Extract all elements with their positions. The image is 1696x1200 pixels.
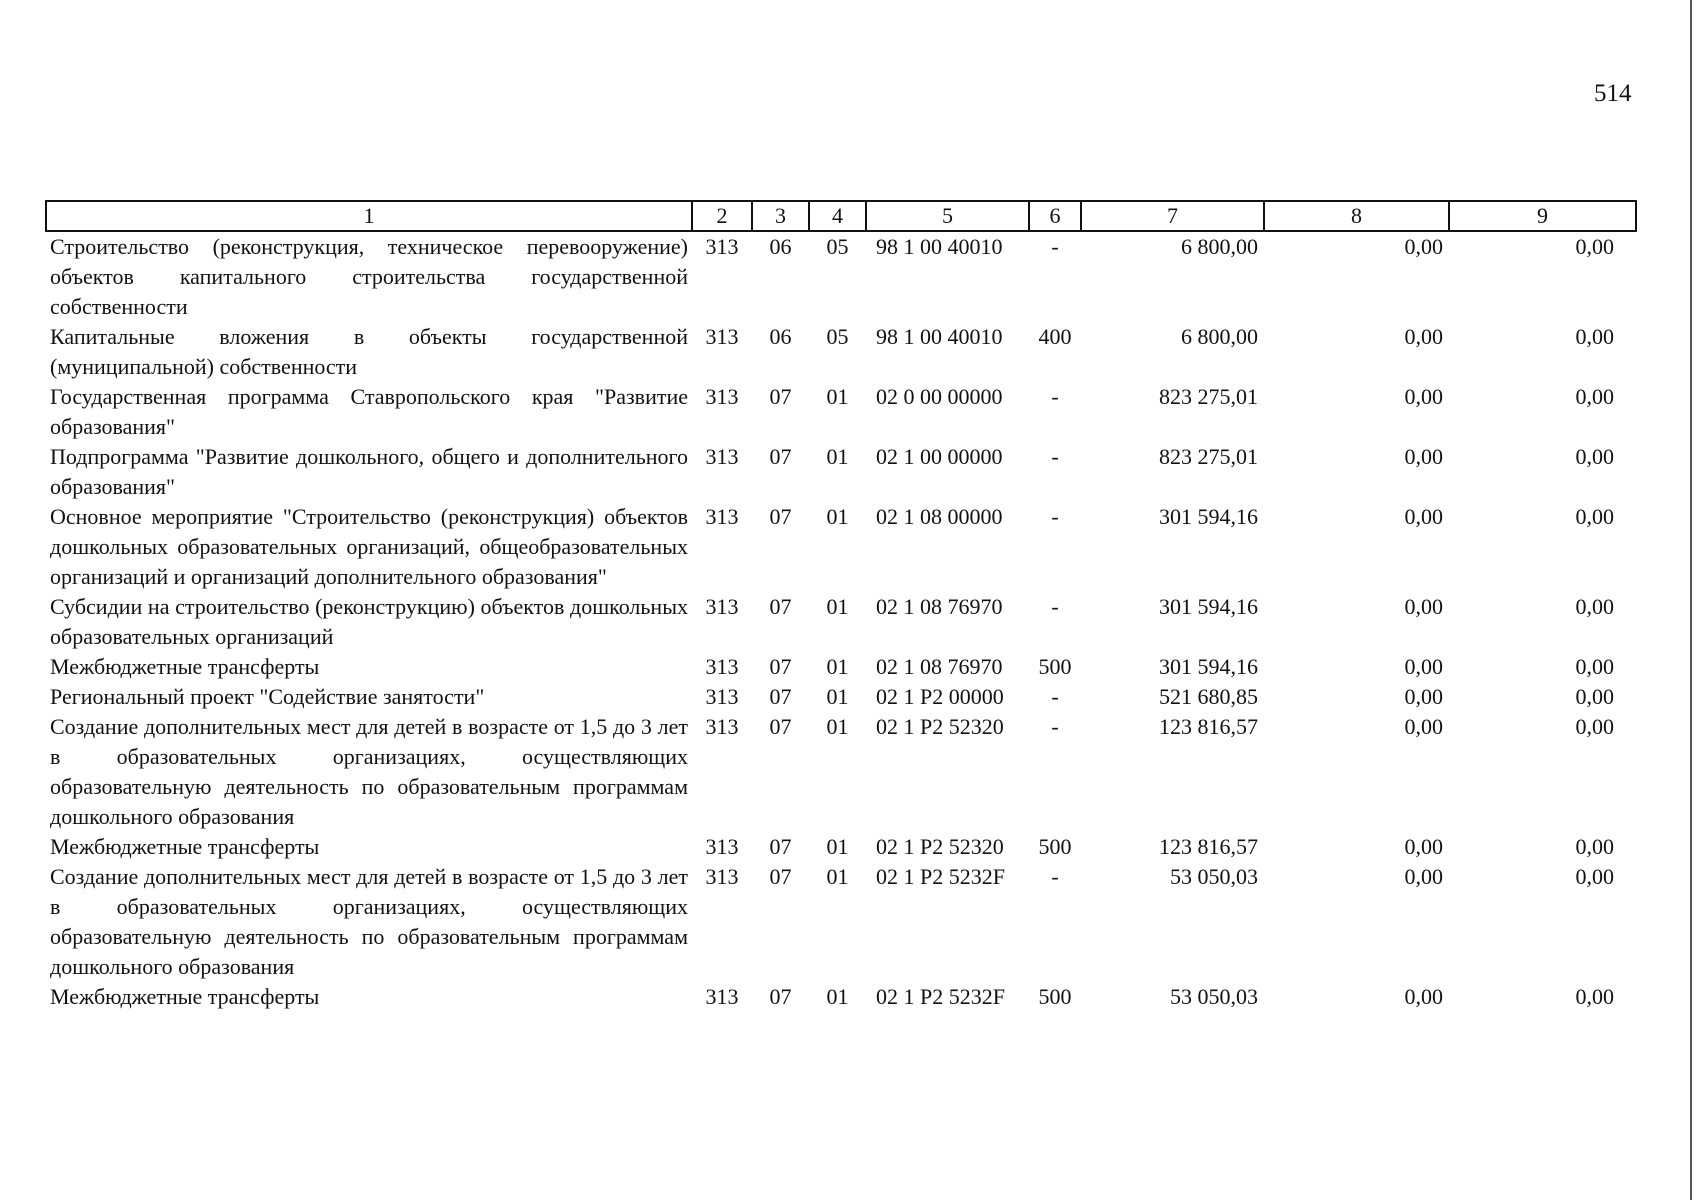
header-col-3: 3 bbox=[752, 201, 809, 231]
row-col-8-cell: 0,00 bbox=[1404, 714, 1443, 739]
header-col-7: 7 bbox=[1081, 201, 1264, 231]
row-name-cell: Региональный проект "Содействие занятости" bbox=[50, 684, 485, 709]
row-name-cell: Межбюджетные трансферты bbox=[50, 834, 320, 859]
row-col-4-cell: 05 bbox=[826, 324, 849, 349]
row-col-9-cell: 0,00 bbox=[1575, 234, 1614, 259]
row-name-cell: Подпрограмма "Развитие дошкольного, общего и дополнительного образования" bbox=[50, 444, 688, 499]
row-amount-cell: 301 594,16 bbox=[1159, 594, 1258, 619]
row-col-8-cell: 0,00 bbox=[1404, 984, 1443, 1009]
row-col-3-cell: 06 bbox=[769, 324, 792, 349]
row-col-3-cell: 07 bbox=[769, 834, 792, 859]
row-col-2-cell: 313 bbox=[705, 504, 739, 529]
header-col-1: 1 bbox=[46, 201, 692, 231]
row-name-cell: Субсидии на строительство (реконструкцию) объектов дошкольных образовательных организаций bbox=[50, 594, 688, 649]
row-amount-cell: 123 816,57 bbox=[1159, 834, 1258, 859]
row-col-2-cell: 313 bbox=[705, 864, 739, 889]
row-col-3-cell: 07 bbox=[769, 594, 792, 619]
row-col-8-cell: 0,00 bbox=[1404, 504, 1443, 529]
row-code-cell: 02 1 P2 52320 bbox=[876, 834, 1004, 859]
row-col-2-cell: 313 bbox=[705, 324, 739, 349]
table-row bbox=[46, 982, 1636, 1012]
row-code-cell: 02 1 08 00000 bbox=[876, 504, 1003, 529]
row-col-8-cell: 0,00 bbox=[1404, 444, 1443, 469]
row-col-6-cell: - bbox=[1051, 234, 1059, 259]
row-code-cell: 98 1 00 40010 bbox=[876, 324, 1003, 349]
row-col-2-cell: 313 bbox=[705, 234, 739, 259]
row-col-3-cell: 07 bbox=[769, 504, 792, 529]
row-col-3-cell: 07 bbox=[769, 654, 792, 679]
row-col-8-cell: 0,00 bbox=[1404, 684, 1443, 709]
table-row bbox=[46, 832, 1636, 862]
row-col-8-cell: 0,00 bbox=[1404, 594, 1443, 619]
row-col-9-cell: 0,00 bbox=[1575, 684, 1614, 709]
row-code-cell: 98 1 00 40010 bbox=[876, 234, 1003, 259]
row-col-4-cell: 01 bbox=[826, 654, 849, 679]
row-col-9-cell: 0,00 bbox=[1575, 834, 1614, 859]
row-amount-cell: 823 275,01 bbox=[1159, 444, 1258, 469]
row-col-4-cell: 01 bbox=[826, 714, 849, 739]
row-col-8-cell: 0,00 bbox=[1404, 864, 1443, 889]
row-col-6-cell: 400 bbox=[1038, 324, 1072, 349]
table-row bbox=[46, 502, 1636, 592]
row-col-2-cell: 313 bbox=[705, 714, 739, 739]
row-col-9-cell: 0,00 bbox=[1575, 654, 1614, 679]
header-col-2: 2 bbox=[692, 201, 752, 231]
row-name-cell: Строительство (реконструкция, техническое перевооружение) объектов капитального строительства государственной собственности bbox=[50, 234, 688, 319]
page-number: 514 bbox=[1594, 80, 1632, 107]
row-col-2-cell: 313 bbox=[705, 594, 739, 619]
row-amount-cell: 521 680,85 bbox=[1159, 684, 1258, 709]
row-amount-cell: 53 050,03 bbox=[1170, 864, 1258, 889]
row-code-cell: 02 1 P2 00000 bbox=[876, 684, 1004, 709]
header-col-4: 4 bbox=[809, 201, 866, 231]
table-row bbox=[46, 862, 1636, 982]
row-col-6-cell: - bbox=[1051, 444, 1059, 469]
row-col-6-cell: - bbox=[1051, 594, 1059, 619]
row-col-9-cell: 0,00 bbox=[1575, 594, 1614, 619]
row-col-8-cell: 0,00 bbox=[1404, 834, 1443, 859]
row-col-6-cell: - bbox=[1051, 684, 1059, 709]
row-amount-cell: 6 800,00 bbox=[1181, 234, 1258, 259]
header-col-8: 8 bbox=[1264, 201, 1449, 231]
row-col-8-cell: 0,00 bbox=[1404, 234, 1443, 259]
row-col-9-cell: 0,00 bbox=[1575, 324, 1614, 349]
row-col-3-cell: 07 bbox=[769, 984, 792, 1009]
row-col-6-cell: 500 bbox=[1038, 984, 1072, 1009]
row-code-cell: 02 1 00 00000 bbox=[876, 444, 1003, 469]
row-col-3-cell: 07 bbox=[769, 444, 792, 469]
row-amount-cell: 823 275,01 bbox=[1159, 384, 1258, 409]
row-col-6-cell: 500 bbox=[1038, 654, 1072, 679]
row-col-2-cell: 313 bbox=[705, 834, 739, 859]
row-col-2-cell: 313 bbox=[705, 654, 739, 679]
row-code-cell: 02 1 08 76970 bbox=[876, 594, 1003, 619]
row-code-cell: 02 1 P2 52320 bbox=[876, 714, 1004, 739]
row-col-2-cell: 313 bbox=[705, 384, 739, 409]
row-col-3-cell: 07 bbox=[769, 714, 792, 739]
row-col-9-cell: 0,00 bbox=[1575, 504, 1614, 529]
row-col-3-cell: 07 bbox=[769, 684, 792, 709]
row-col-8-cell: 0,00 bbox=[1404, 654, 1443, 679]
row-col-8-cell: 0,00 bbox=[1404, 384, 1443, 409]
row-col-8-cell: 0,00 bbox=[1404, 324, 1443, 349]
row-col-9-cell: 0,00 bbox=[1575, 714, 1614, 739]
row-name-cell: Межбюджетные трансферты bbox=[50, 984, 320, 1009]
row-col-9-cell: 0,00 bbox=[1575, 384, 1614, 409]
header-row bbox=[46, 201, 1636, 231]
row-col-3-cell: 06 bbox=[769, 234, 792, 259]
row-col-6-cell: - bbox=[1051, 714, 1059, 739]
table-row bbox=[46, 382, 1636, 442]
row-name-cell: Основное мероприятие "Строительство (реконструкция) объектов дошкольных образовательных организаций, общеобразовательных организаций и организаций дополнительного образования" bbox=[50, 504, 688, 589]
row-col-6-cell: - bbox=[1051, 864, 1059, 889]
table-row bbox=[46, 682, 1636, 712]
table-row bbox=[46, 442, 1636, 502]
row-col-2-cell: 313 bbox=[705, 984, 739, 1009]
row-col-3-cell: 07 bbox=[769, 864, 792, 889]
row-col-2-cell: 313 bbox=[705, 444, 739, 469]
row-code-cell: 02 1 P2 5232F bbox=[876, 864, 1005, 889]
row-code-cell: 02 1 P2 5232F bbox=[876, 984, 1005, 1009]
row-amount-cell: 301 594,16 bbox=[1159, 654, 1258, 679]
table-body bbox=[46, 231, 1636, 1012]
row-col-6-cell: 500 bbox=[1038, 834, 1072, 859]
row-amount-cell: 6 800,00 bbox=[1181, 324, 1258, 349]
row-col-4-cell: 01 bbox=[826, 984, 849, 1009]
row-col-4-cell: 01 bbox=[826, 504, 849, 529]
row-col-4-cell: 01 bbox=[826, 384, 849, 409]
page-edge-line bbox=[1690, 0, 1692, 1200]
row-col-9-cell: 0,00 bbox=[1575, 444, 1614, 469]
row-col-4-cell: 01 bbox=[826, 834, 849, 859]
row-col-4-cell: 01 bbox=[826, 864, 849, 889]
row-col-9-cell: 0,00 bbox=[1575, 984, 1614, 1009]
row-code-cell: 02 0 00 00000 bbox=[876, 384, 1003, 409]
row-col-4-cell: 01 bbox=[826, 594, 849, 619]
budget-table bbox=[45, 200, 1637, 1012]
row-amount-cell: 123 816,57 bbox=[1159, 714, 1258, 739]
row-col-3-cell: 07 bbox=[769, 384, 792, 409]
row-name-cell: Создание дополнительных мест для детей в возрасте от 1,5 до 3 лет в образовательных организациях, осуществляющих образовательную деятельность по образовательным программам дошкольного образования bbox=[50, 714, 688, 829]
table-header bbox=[46, 201, 1636, 231]
header-col-5: 5 bbox=[866, 201, 1029, 231]
table-row bbox=[46, 592, 1636, 652]
row-amount-cell: 53 050,03 bbox=[1170, 984, 1258, 1009]
row-col-9-cell: 0,00 bbox=[1575, 864, 1614, 889]
header-col-9: 9 bbox=[1449, 201, 1636, 231]
row-name-cell: Государственная программа Ставропольского края "Развитие образования" bbox=[50, 384, 688, 439]
row-col-4-cell: 05 bbox=[826, 234, 849, 259]
row-col-6-cell: - bbox=[1051, 504, 1059, 529]
row-name-cell: Капитальные вложения в объекты государственной (муниципальной) собственности bbox=[50, 324, 688, 379]
row-col-6-cell: - bbox=[1051, 384, 1059, 409]
table-row bbox=[46, 712, 1636, 832]
row-col-4-cell: 01 bbox=[826, 444, 849, 469]
header-col-6: 6 bbox=[1029, 201, 1081, 231]
row-code-cell: 02 1 08 76970 bbox=[876, 654, 1003, 679]
table-row bbox=[46, 322, 1636, 382]
row-amount-cell: 301 594,16 bbox=[1159, 504, 1258, 529]
row-col-4-cell: 01 bbox=[826, 684, 849, 709]
row-name-cell: Создание дополнительных мест для детей в возрасте от 1,5 до 3 лет в образовательных организациях, осуществляющих образовательную деятельность по образовательным программам дошкольного образования bbox=[50, 864, 688, 979]
row-name-cell: Межбюджетные трансферты bbox=[50, 654, 320, 679]
row-col-2-cell: 313 bbox=[705, 684, 739, 709]
table-row bbox=[46, 652, 1636, 682]
table-row bbox=[46, 231, 1636, 322]
